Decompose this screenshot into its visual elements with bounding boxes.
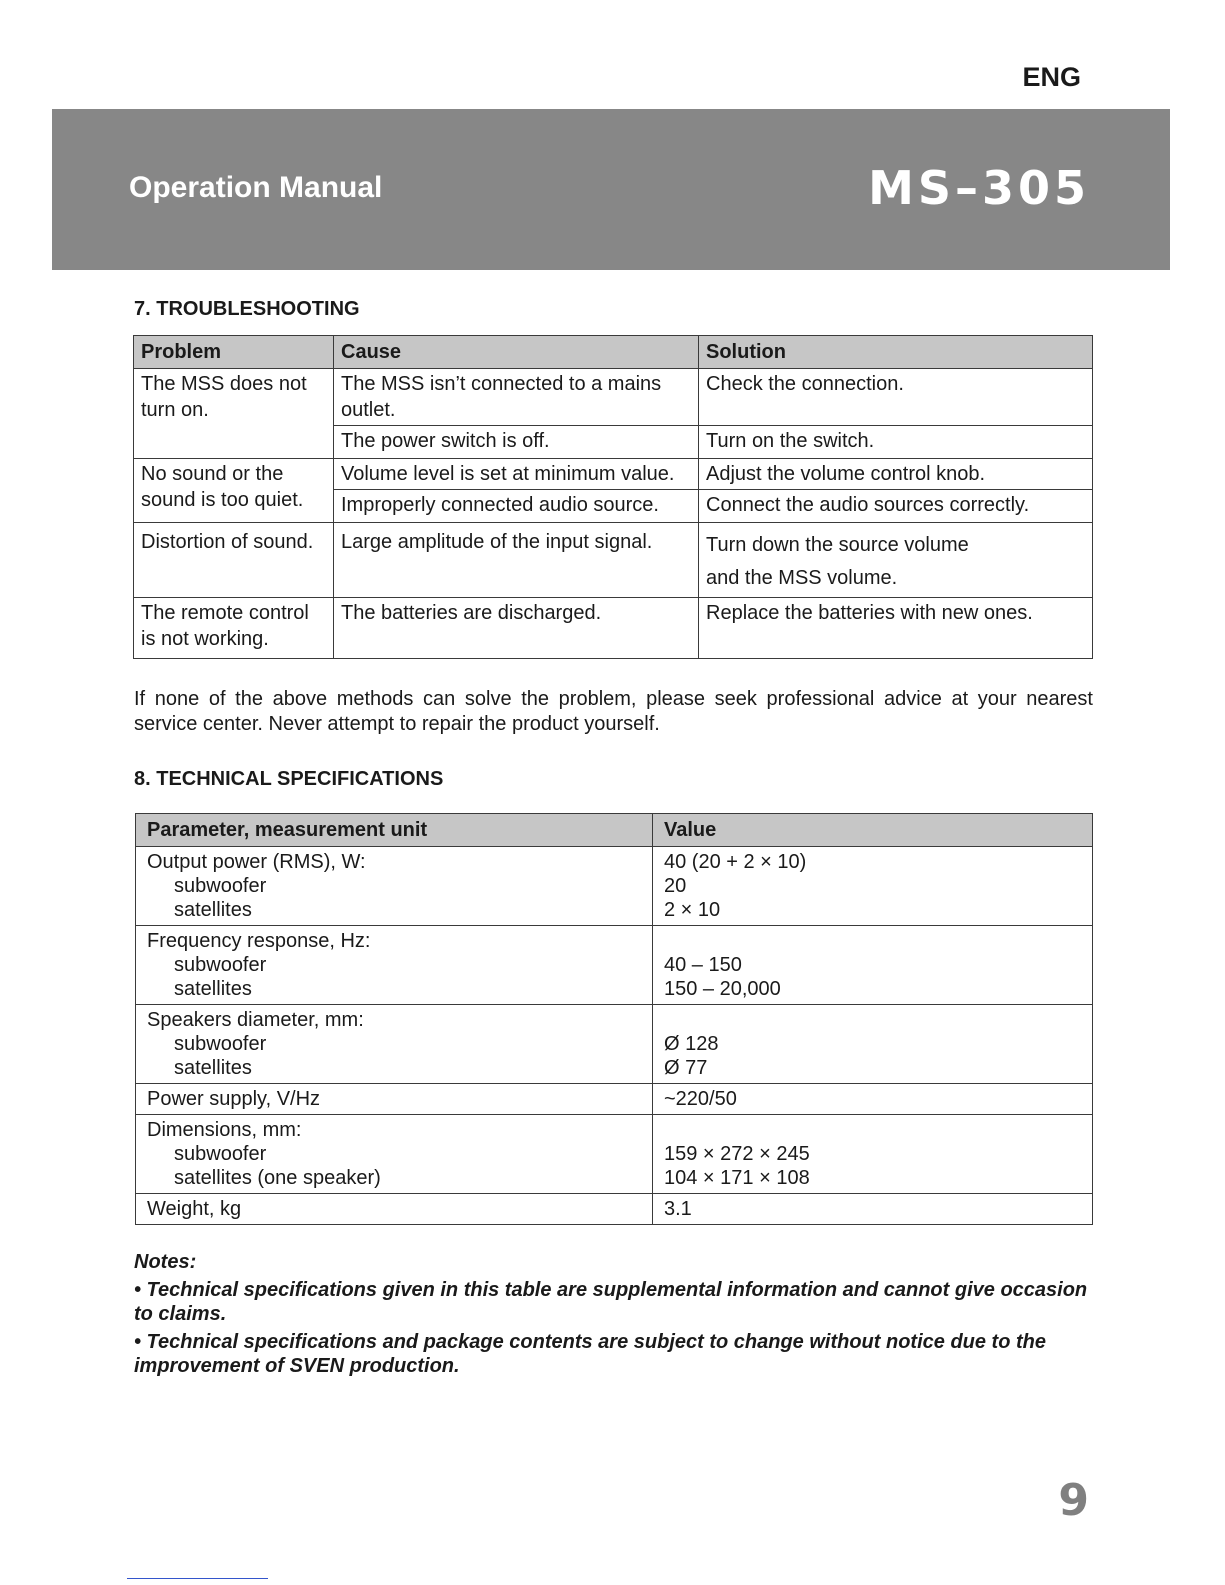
table-row [136,926,1093,1005]
parameter-cell [136,847,653,926]
table-row [134,598,1093,659]
table-header-row [136,814,1093,847]
value-cell [653,1005,1093,1084]
table-header-row [134,336,1093,369]
value-text: 40 (20 + 2 × 10) [664,851,807,873]
solution-cell: Adjust the volume control knob. [699,459,1093,490]
parameter-sub: satellites [174,899,252,921]
specifications-title: 8. TECHNICAL SPECIFICATIONS [134,768,444,790]
cause-cell: The power switch is off. [334,426,699,459]
parameter-sub: subwoofer [174,1143,267,1165]
table-row [134,459,1093,490]
table-row [136,1084,1093,1115]
cause-cell: Improperly connected audio source. [334,490,699,523]
parameter-label: Frequency response, Hz: [147,930,371,952]
note-item: • Technical specifications given in this table are supplemental information and cannot give occasion to claims. [134,1279,1088,1325]
parameter-sub: subwoofer [174,875,267,897]
table-row [134,369,1093,426]
cause-cell: Volume level is set at minimum value. [334,459,699,490]
parameter-cell: Weight, kg [136,1194,653,1225]
value-text: 40 – 150 [664,954,742,976]
page-number: 9 [1058,1475,1089,1526]
table-row [136,1005,1093,1084]
value-text [664,1118,1081,1142]
value-text: 2 × 10 [664,899,721,921]
solution-line: Turn down the source volume [706,534,969,556]
language-label: ENG [1022,62,1081,92]
value-text: 104 × 171 × 108 [664,1167,810,1189]
value-cell: ~220/50 [653,1084,1093,1115]
column-header: Solution [699,336,1093,369]
value-text [664,929,1081,953]
value-cell [653,926,1093,1005]
value-text: 20 [664,875,687,897]
column-header: Cause [334,336,699,369]
troubleshooting-title: 7. TROUBLESHOOTING [134,298,360,320]
value-cell [653,847,1093,926]
specifications-table [135,813,1093,1225]
value-text: Ø 128 [664,1033,719,1055]
cause-cell: Large amplitude of the input signal. [334,523,699,598]
cause-cell: The batteries are discharged. [334,598,699,659]
problem-cell: Distortion of sound. [134,523,334,598]
parameter-sub: subwoofer [174,954,267,976]
parameter-sub: satellites (one speaker) [174,1167,381,1189]
parameter-cell [136,1005,653,1084]
solution-cell [699,523,1093,598]
advice-paragraph: If none of the above methods can solve the problem, please seek professional advice at your nearest service center. Never attempt to repair the product yourself. [134,688,1093,735]
solution-cell: Replace the batteries with new ones. [699,598,1093,659]
parameter-label: Speakers diameter, mm: [147,1009,364,1031]
troubleshooting-table [133,335,1093,659]
problem-cell: No sound or the sound is too quiet. [134,459,334,523]
column-header: Problem [134,336,334,369]
notes-title: Notes: [134,1251,197,1273]
table-row [136,1115,1093,1194]
table-row [136,1194,1093,1225]
value-text: Ø 77 [664,1057,708,1079]
column-header: Value [653,814,1093,847]
header-banner [52,109,1170,270]
value-text: 150 – 20,000 [664,978,781,1000]
model-name: MS–305 [868,161,1090,215]
parameter-sub: subwoofer [174,1033,267,1055]
value-cell: 3.1 [653,1194,1093,1225]
value-text: 159 × 272 × 245 [664,1143,810,1165]
cause-cell: The MSS isn’t connected to a mains outlet. [334,369,699,426]
column-header: Parameter, measurement unit [136,814,653,847]
notes-block [134,1250,1093,1382]
solution-cell: Turn on the switch. [699,426,1093,459]
solution-cell: Connect the audio sources correctly. [699,490,1093,523]
table-row [136,847,1093,926]
solution-line: and the MSS volume. [706,567,898,589]
value-cell [653,1115,1093,1194]
note-item: • Technical specifications and package contents are subject to change without notice due to the improvement of SVEN production. [134,1331,1046,1377]
parameter-sub: satellites [174,1057,252,1079]
value-text [664,1008,1081,1032]
solution-cell: Check the connection. [699,369,1093,426]
parameter-cell: Power supply, V/Hz [136,1084,653,1115]
footer-underline [127,1578,268,1579]
parameter-label: Dimensions, mm: [147,1119,302,1141]
problem-cell: The remote control is not working. [134,598,334,659]
parameter-cell [136,1115,653,1194]
parameter-sub: satellites [174,978,252,1000]
parameter-label: Output power (RMS), W: [147,851,366,873]
manual-title: Operation Manual [129,171,383,204]
parameter-cell [136,926,653,1005]
table-row [134,523,1093,598]
problem-cell: The MSS does not turn on. [134,369,334,459]
